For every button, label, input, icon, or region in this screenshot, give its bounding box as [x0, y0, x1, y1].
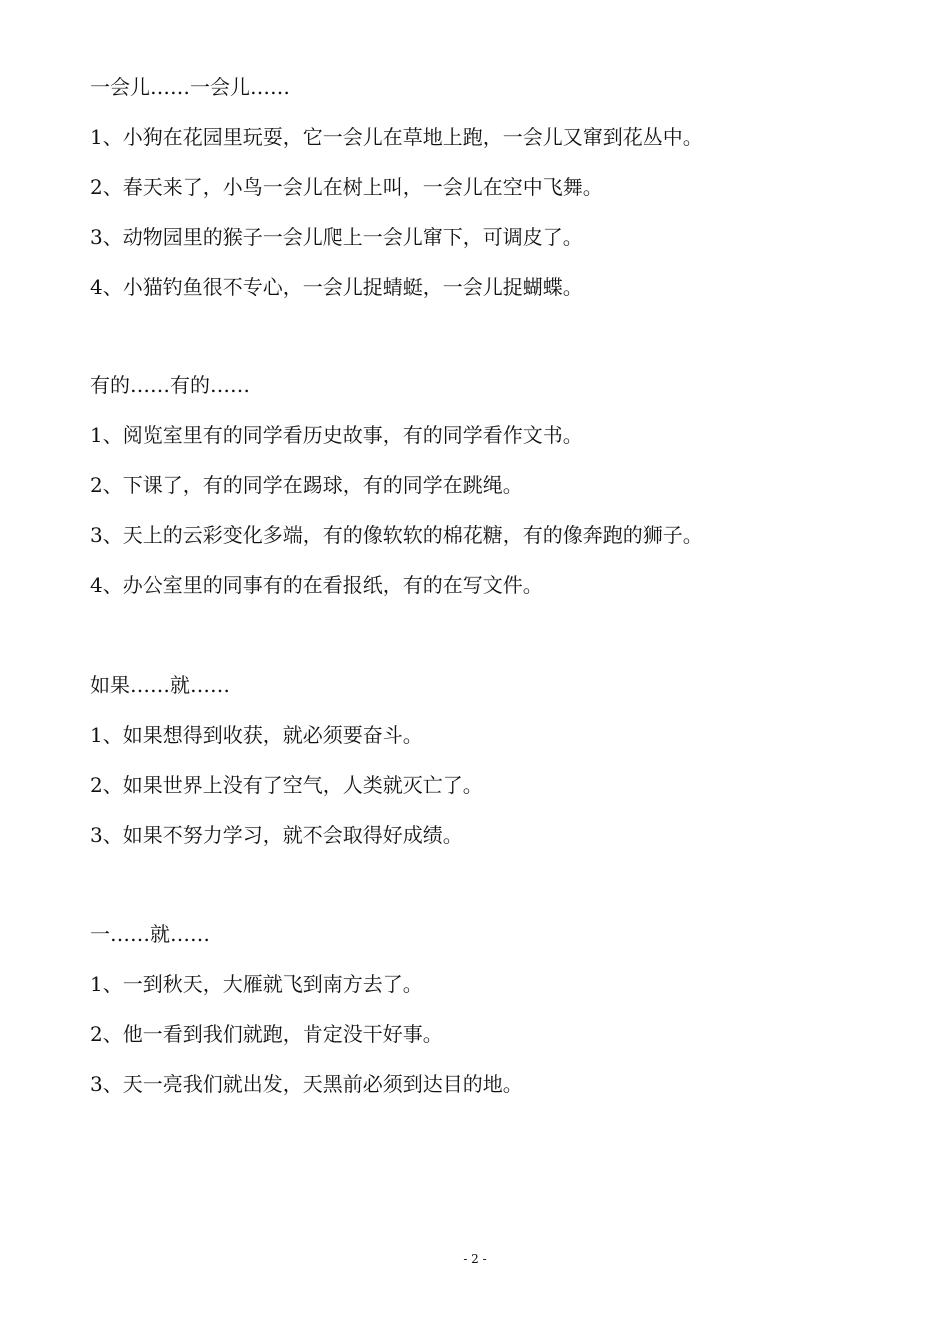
example-sentence: 4、小猫钓鱼很不专心，一会儿捉蜻蜓，一会儿捉蝴蝶。 [90, 275, 583, 299]
example-sentence: 1、阅览室里有的同学看历史故事，有的同学看作文书。 [90, 423, 583, 447]
section-yi-jiu [90, 919, 890, 1119]
example-sentence: 1、小狗在花园里玩耍，它一会儿在草地上跑，一会儿又窜到花丛中。 [90, 125, 703, 149]
section-yihuier [90, 72, 890, 322]
example-sentence: 3、天一亮我们就出发，天黑前必须到达目的地。 [90, 1072, 523, 1096]
example-sentence: 3、动物园里的猴子一会儿爬上一会儿窜下，可调皮了。 [90, 225, 583, 249]
section-youde [90, 370, 890, 620]
example-sentence: 3、如果不努力学习，就不会取得好成绩。 [90, 823, 463, 847]
page-number: - 2 - [463, 1252, 487, 1266]
section-heading: 如果……就…… [90, 673, 230, 697]
example-sentence: 2、春天来了，小鸟一会儿在树上叫，一会儿在空中飞舞。 [90, 175, 603, 199]
example-sentence: 1、如果想得到收获，就必须要奋斗。 [90, 723, 423, 747]
example-sentence: 1、一到秋天，大雁就飞到南方去了。 [90, 972, 423, 996]
section-ruguo-jiu [90, 670, 890, 870]
example-sentence: 4、办公室里的同事有的在看报纸，有的在写文件。 [90, 573, 543, 597]
section-heading: 一会儿……一会儿…… [90, 75, 290, 99]
example-sentence: 3、天上的云彩变化多端，有的像软软的棉花糖，有的像奔跑的狮子。 [90, 523, 703, 547]
example-sentence: 2、他一看到我们就跑，肯定没干好事。 [90, 1022, 443, 1046]
section-heading: 有的……有的…… [90, 373, 250, 397]
section-heading: 一……就…… [90, 922, 210, 946]
example-sentence: 2、下课了，有的同学在踢球，有的同学在跳绳。 [90, 473, 523, 497]
example-sentence: 2、如果世界上没有了空气，人类就灭亡了。 [90, 773, 483, 797]
